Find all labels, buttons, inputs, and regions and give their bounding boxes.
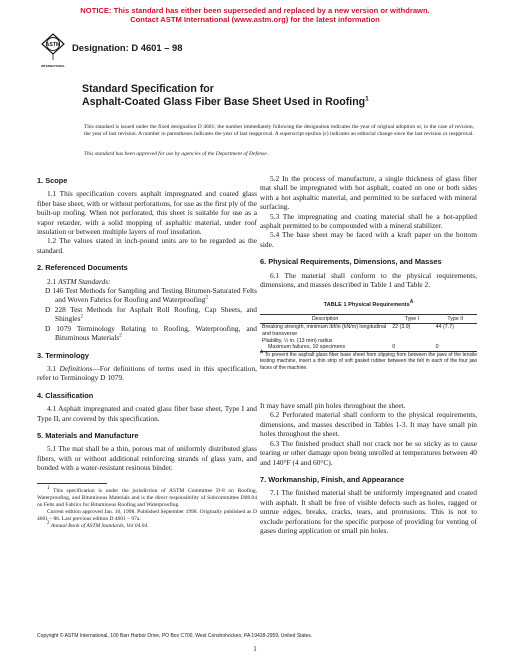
reference-d1079: D 1079 Terminology Relating to Roofing, Waterproofing, and Bituminous Materials$^2$ <box>45 323 257 343</box>
table-cell: 0 <box>390 344 433 351</box>
section-5-heading: 5. Materials and Manufacture <box>37 430 139 440</box>
footnote-1-edition: Current edition approved Jan. 10, 1998. Published September 1998. Originally published as D 4601 – 86. Last previous edition D 4601 – 97a. <box>37 508 257 522</box>
para-2-1: 2.1 ASTM Standards: <box>47 276 111 286</box>
issued-note: This standard is issued under the fixed designation D 4601; the number immediately following the designation indicates the year of original adoption or, in the case of revision, the year of last revision. A number in parentheses indicates the year of last reapproval. A superscript epsilon (ε) indicates an editorial change since the last revision or reapproval. <box>84 124 474 138</box>
designation: Designation: D 4601 – 98 <box>72 42 183 53</box>
para-5-4: 5.4 The base sheet may be faced with a kraft paper on the bottom side. <box>260 230 477 249</box>
section-4-heading: 4. Classification <box>37 390 94 400</box>
para-5-1: 5.1 The mat shall be a thin, porous mat of uniformly distributed glass fibers, with or without additional reinforcing strands of glass yarn, and bonded with a water-resistant resinous binder. <box>37 444 257 473</box>
reference-d146: D 146 Test Methods for Sampling and Testing Bitumen-Saturated Felts and Woven Fabrics for Roofing and Waterproofing$^2$ <box>45 286 257 305</box>
section-6-heading: 6. Physical Requirements, Dimensions, and Masses <box>260 257 442 267</box>
reference-d228: D 228 Test Methods for Asphalt Roll Roofing, Cap Sheets, and Shingles$^2$ <box>45 304 257 324</box>
title-line-2: Asphalt-Coated Glass Fiber Base Sheet Used in Roofing$^1$ <box>82 95 369 108</box>
section-2-heading: 2. Referenced Documents <box>37 263 128 273</box>
document-title <box>82 83 442 108</box>
astm-logo-icon <box>40 33 66 73</box>
table-1-title: TABLE 1 Physical Requirements$^A$ <box>323 299 414 309</box>
table-cell: Breaking strength, minimum lbf/in (kN/m) longitudinal and transverse <box>262 324 387 338</box>
table-row <box>260 324 477 338</box>
footnote-divider <box>37 483 107 484</box>
para-6-1: 6.1 The material shall conform to the physical requirements, dimensions, and masses described in Table 1 and Table 2. <box>260 270 477 290</box>
para-5-2: 5.2 In the process of manufacture, a single thickness of glass fiber mat shall be impregnated with hot asphalt, coated on one or both sides with a hot asphaltic material, and permitted to be surfaced with mineral surfacing. <box>260 174 477 212</box>
table-row <box>260 344 477 351</box>
table-header-type-1: Type I <box>390 314 433 324</box>
footnote-2: $^2$ Annual Book of ASTM Standards, Vol 04.04. <box>47 520 149 529</box>
left-column <box>37 176 257 530</box>
table-cell: 0 <box>434 344 477 351</box>
section-1-heading: 1. Scope <box>37 176 68 185</box>
para-3-1: 3.1 Definitions—For definitions of terms used in this specification, refer to Terminology D 1079. <box>37 363 257 383</box>
table-cell: 44 (7.7) <box>435 324 454 331</box>
notice-line-2: Contact ASTM International (www.astm.org) for the latest information <box>130 15 380 25</box>
section-3-heading: 3. Terminology <box>37 350 90 360</box>
table-row <box>260 338 477 345</box>
table-cell: Maximum failures, 10 specimens <box>260 344 390 351</box>
para-6-2: 6.2 Perforated material shall conform to the physical requirements, dimensions, and masses described in Tables 1-3. It may have small pin holes throughout the sheet. <box>260 410 477 439</box>
para-7-1: 7.1 The finished material shall be uniformly impregnated and coated with asphalt. It shall be free of visible defects such as holes, ragged or untrue edges, breaks, cracks, tears, and protrusions. This is not to exclude perforations for the specific purpose of providing for venting of gases during application or small pin holes. <box>260 488 477 535</box>
physical-requirements-table <box>260 314 477 352</box>
para-6-3: 6.3 The finished product shall not crack nor be so sticky as to cause tearing or other damage upon being unrolled at temperatures between 40 and 140°F (4 and 60°C). <box>260 438 477 467</box>
para-4-1: 4.1 Asphalt impregnated and coated glass fiber base sheet, Type I and Type II, are covered by this specification. <box>37 404 257 423</box>
logo-text-international: INTERNATIONAL <box>40 64 66 68</box>
table-cell: 22 (3.9) <box>392 324 411 331</box>
table-header-description: Description <box>260 314 390 324</box>
para-5-3: 5.3 The impregnating and coating material shall be a hot-applied asphalt permitted to be compounded with a mineral stabilizer. <box>260 211 477 231</box>
notice-line-1: NOTICE: This standard has either been superseded and replaced by a new version or withdrawn. <box>80 6 430 15</box>
approved-note: This standard has been approved for use by agencies of the Department of Defense. <box>84 151 269 157</box>
title-line-1: Standard Specification for <box>82 83 214 95</box>
para-1-2: 1.2 The values stated in inch-pound units are to be regarded as the standard. <box>37 236 257 255</box>
para-1-1: 1.1 This specification covers asphalt impregnated and coated glass fiber base sheet, with or without perforations, for use as the first ply of the built-up roofing. When not perforated, this sheet is suitable for use as a vapor retarder, with a solid mopping of asphaltic material, under roof insulation or between multiple layers of roof insulation. <box>37 189 257 237</box>
page-number: 1 <box>253 645 257 653</box>
footnote-1: $^1$ This specification is under the jurisdiction of ASTM Committee D-8 on Roofing, Waterproofing, and Bituminous Materials and is the direct responsibility of Subcommittee D08.04 on Felts and Fabrics for Bituminous Roofing and Waterproofing. <box>37 485 257 508</box>
section-7-heading: 7. Workmanship, Finish, and Appearance <box>260 474 405 484</box>
table-header-type-2: Type II <box>434 314 477 324</box>
right-column <box>260 174 477 535</box>
title-footnote-ref: 1 <box>365 95 369 103</box>
withdrawal-notice <box>0 6 510 25</box>
table-1-note: $^A$ To prevent the asphalt glass fiber base sheet from slipping from between the jaws of the tensile testing machine, insert a thin strip of soft gasket rubber between the felt in each of the four jaw faces of the machine. <box>260 349 477 371</box>
continued-text: It may have small pin holes throughout the sheet. <box>260 401 406 411</box>
copyright-line: Copyright © ASTM International, 100 Barr Harbor Drive, PO Box C700, West Conshohocken, PA 19428-2959, United States. <box>37 633 313 639</box>
logo-text-astm: ASTM <box>45 42 61 49</box>
table-cell: Pliability, ½ in. (13 mm) radius <box>262 337 333 344</box>
